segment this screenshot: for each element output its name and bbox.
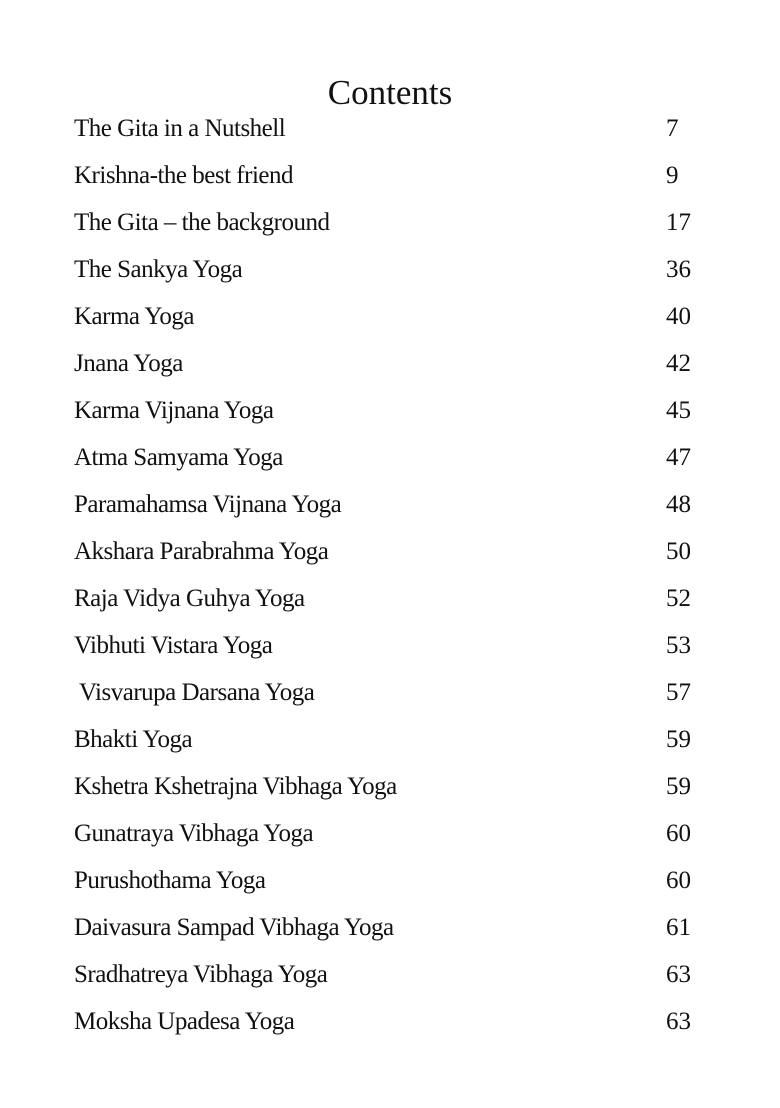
toc-entry-title: Akshara Parabrahma Yoga [74, 538, 329, 565]
toc-entry-title: The Gita in a Nutshell [74, 115, 286, 142]
toc-entry [72, 669, 722, 716]
toc-entry-page: 52 [666, 585, 691, 612]
toc-entry [72, 340, 722, 387]
toc-entry-title: The Sankya Yoga [74, 256, 243, 283]
toc-entry-title: Bhakti Yoga [74, 726, 193, 753]
toc-entry-page: 45 [666, 397, 691, 424]
toc-entry-page: 42 [666, 350, 691, 377]
toc-entry [72, 199, 722, 246]
toc-entry-page: 59 [666, 726, 691, 753]
toc-entry-title: Jnana Yoga [74, 350, 183, 377]
toc-entry [72, 293, 722, 340]
toc-entry [72, 434, 722, 481]
table-of-contents [72, 105, 722, 1045]
toc-entry-page: 48 [666, 491, 691, 518]
toc-entry-page: 9 [666, 162, 679, 189]
toc-entry-page: 60 [666, 820, 691, 847]
toc-entry [72, 810, 722, 857]
toc-entry [72, 716, 722, 763]
toc-entry [72, 763, 722, 810]
toc-entry [72, 998, 722, 1045]
toc-entry [72, 904, 722, 951]
toc-entry-title: Vibhuti Vistara Yoga [74, 632, 273, 659]
toc-entry-page: 17 [666, 209, 691, 236]
toc-entry-title: Karma Vijnana Yoga [74, 397, 274, 424]
toc-entry [72, 857, 722, 904]
toc-entry-title: Visvarupa Darsana Yoga [79, 679, 315, 706]
toc-entry-title: Purushothama Yoga [74, 867, 266, 894]
toc-entry-page: 53 [666, 632, 691, 659]
toc-entry [72, 105, 722, 152]
toc-entry-title: Moksha Upadesa Yoga [74, 1008, 295, 1035]
toc-entry-page: 47 [666, 444, 691, 471]
toc-entry-title: Kshetra Kshetrajna Vibhaga Yoga [74, 773, 397, 800]
toc-entry-title: Atma Samyama Yoga [74, 444, 283, 471]
toc-entry-page: 50 [666, 538, 691, 565]
toc-entry-page: 36 [666, 256, 691, 283]
toc-entry [72, 575, 722, 622]
toc-entry [72, 951, 722, 998]
toc-entry-title: Daivasura Sampad Vibhaga Yoga [74, 914, 394, 941]
toc-entry [72, 481, 722, 528]
toc-entry-page: 7 [666, 115, 679, 142]
toc-entry-page: 60 [666, 867, 691, 894]
toc-entry-page: 57 [666, 679, 691, 706]
toc-entry-title: Raja Vidya Guhya Yoga [74, 585, 305, 612]
toc-entry [72, 528, 722, 575]
toc-entry-page: 40 [666, 303, 691, 330]
toc-entry-page: 61 [666, 914, 691, 941]
toc-entry-title: Paramahamsa Vijnana Yoga [74, 491, 342, 518]
toc-entry-title: The Gita – the background [74, 209, 330, 236]
toc-entry-title: Karma Yoga [74, 303, 194, 330]
toc-entry [72, 622, 722, 669]
toc-entry-page: 63 [666, 961, 691, 988]
toc-entry [72, 246, 722, 293]
toc-entry [72, 152, 722, 199]
toc-entry-title: Krishna-the best friend [74, 162, 293, 189]
toc-entry-title: Sradhatreya Vibhaga Yoga [74, 961, 328, 988]
toc-entry-page: 59 [666, 773, 691, 800]
page-title: Contents [327, 73, 453, 113]
toc-entry-page: 63 [666, 1008, 691, 1035]
toc-entry-title: Gunatraya Vibhaga Yoga [74, 820, 314, 847]
toc-entry [72, 387, 722, 434]
